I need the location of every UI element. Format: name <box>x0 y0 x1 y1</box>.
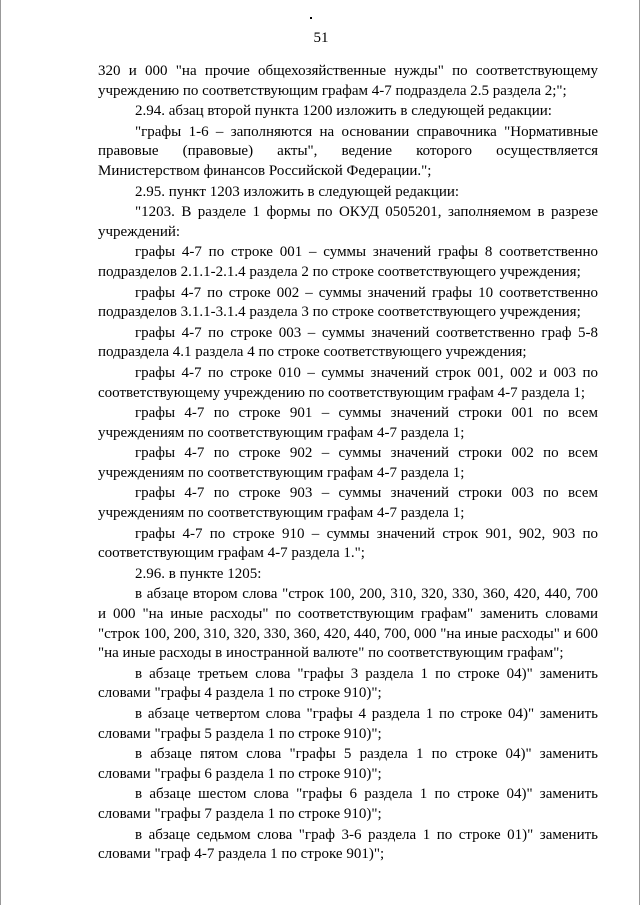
paragraph: 2.96. в пункте 1205: <box>135 565 262 582</box>
paragraph: в абзаце седьмом слова "граф 3-6 раздела 1 по строке 01)" заменить словами "граф 4-7 раздела 1 по строке 901)"; <box>98 826 598 863</box>
paragraph: графы 4-7 по строке 001 – суммы значений графы 8 соответственно подразделов 2.1.1-2.1.4 раздела 2 по строке соответствующего учреждения; <box>98 244 598 280</box>
paragraph: "графы 1-6 – заполняются на основании справочника "Нормативные правовые (правовые) акты", ведение которого осуществляется Министерством финансов Российской Федерации."; <box>98 123 598 179</box>
paragraph: графы 4-7 по строке 910 – суммы значений строк 901, 902, 903 по соответствующим графам 4-7 раздела 1."; <box>98 525 598 562</box>
paragraph: в абзаце пятом слова "графы 5 раздела 1 по строке 04)" заменить словами "графы 6 раздела 1 по строке 910)"; <box>98 746 598 782</box>
document-body <box>98 62 598 865</box>
paragraph: 2.95. пункт 1203 изложить в следующей редакции: <box>135 183 460 200</box>
scan-dot <box>310 17 312 19</box>
paragraph: 320 и 000 "на прочие общехозяйственные нужды" по соответствующему учреждению по соответствующим графам 4-7 подраздела 2.5 раздела 2;"; <box>98 63 598 99</box>
paragraph: графы 4-7 по строке 010 – суммы значений строк 001, 002 и 003 по соответствующему учреждению по соответствующим графам 4-7 раздела 1; <box>98 364 598 401</box>
paragraph: в абзаце третьем слова "графы 3 раздела 1 по строке 04)" заменить словами "графы 4 раздела 1 по строке 910)"; <box>98 665 598 702</box>
paragraph: графы 4-7 по строке 002 – суммы значений графы 10 соответственно подразделов 3.1.1-3.1.4 раздела 3 по строке соответствующего учреждения; <box>98 284 598 321</box>
paragraph: графы 4-7 по строке 901 – суммы значений строки 001 по всем учреждениям по соответствующим графам 4-7 раздела 1; <box>98 405 598 441</box>
paragraph: графы 4-7 по строке 902 – суммы значений строки 002 по всем учреждениям по соответствующим графам 4-7 раздела 1; <box>98 445 598 481</box>
page-number: 51 <box>313 30 329 46</box>
paragraph: в абзаце втором слова "строк 100, 200, 310, 320, 330, 360, 420, 440, 700 и 000 "на иные расходы" по соответствующим графам" заменить словами "строк 100, 200, 310, 320, 330, 360, 420, 440, 700, 000 "на иные расходы" и 600 "на иные расходы в иностранной валюте" по соответствующим графам"; <box>98 586 598 662</box>
paragraph: графы 4-7 по строке 903 – суммы значений строки 003 по всем учреждениям по соответствующим графам 4-7 раздела 1; <box>98 485 598 522</box>
paragraph: в абзаце шестом слова "графы 6 раздела 1 по строке 04)" заменить словами "графы 7 раздела 1 по строке 910)"; <box>98 786 598 822</box>
paragraph: "1203. В разделе 1 формы по ОКУД 0505201, заполняемом в разрезе учреждений: <box>98 204 598 240</box>
paragraph: графы 4-7 по строке 003 – суммы значений соответственно граф 5-8 подраздела 4.1 раздела 4 по строке соответствующего учреждения; <box>98 324 598 361</box>
paragraph: в абзаце четвертом слова "графы 4 раздела 1 по строке 04)" заменить словами "графы 5 раздела 1 по строке 910)"; <box>98 706 598 742</box>
paragraph: 2.94. абзац второй пункта 1200 изложить в следующей редакции: <box>135 103 552 120</box>
